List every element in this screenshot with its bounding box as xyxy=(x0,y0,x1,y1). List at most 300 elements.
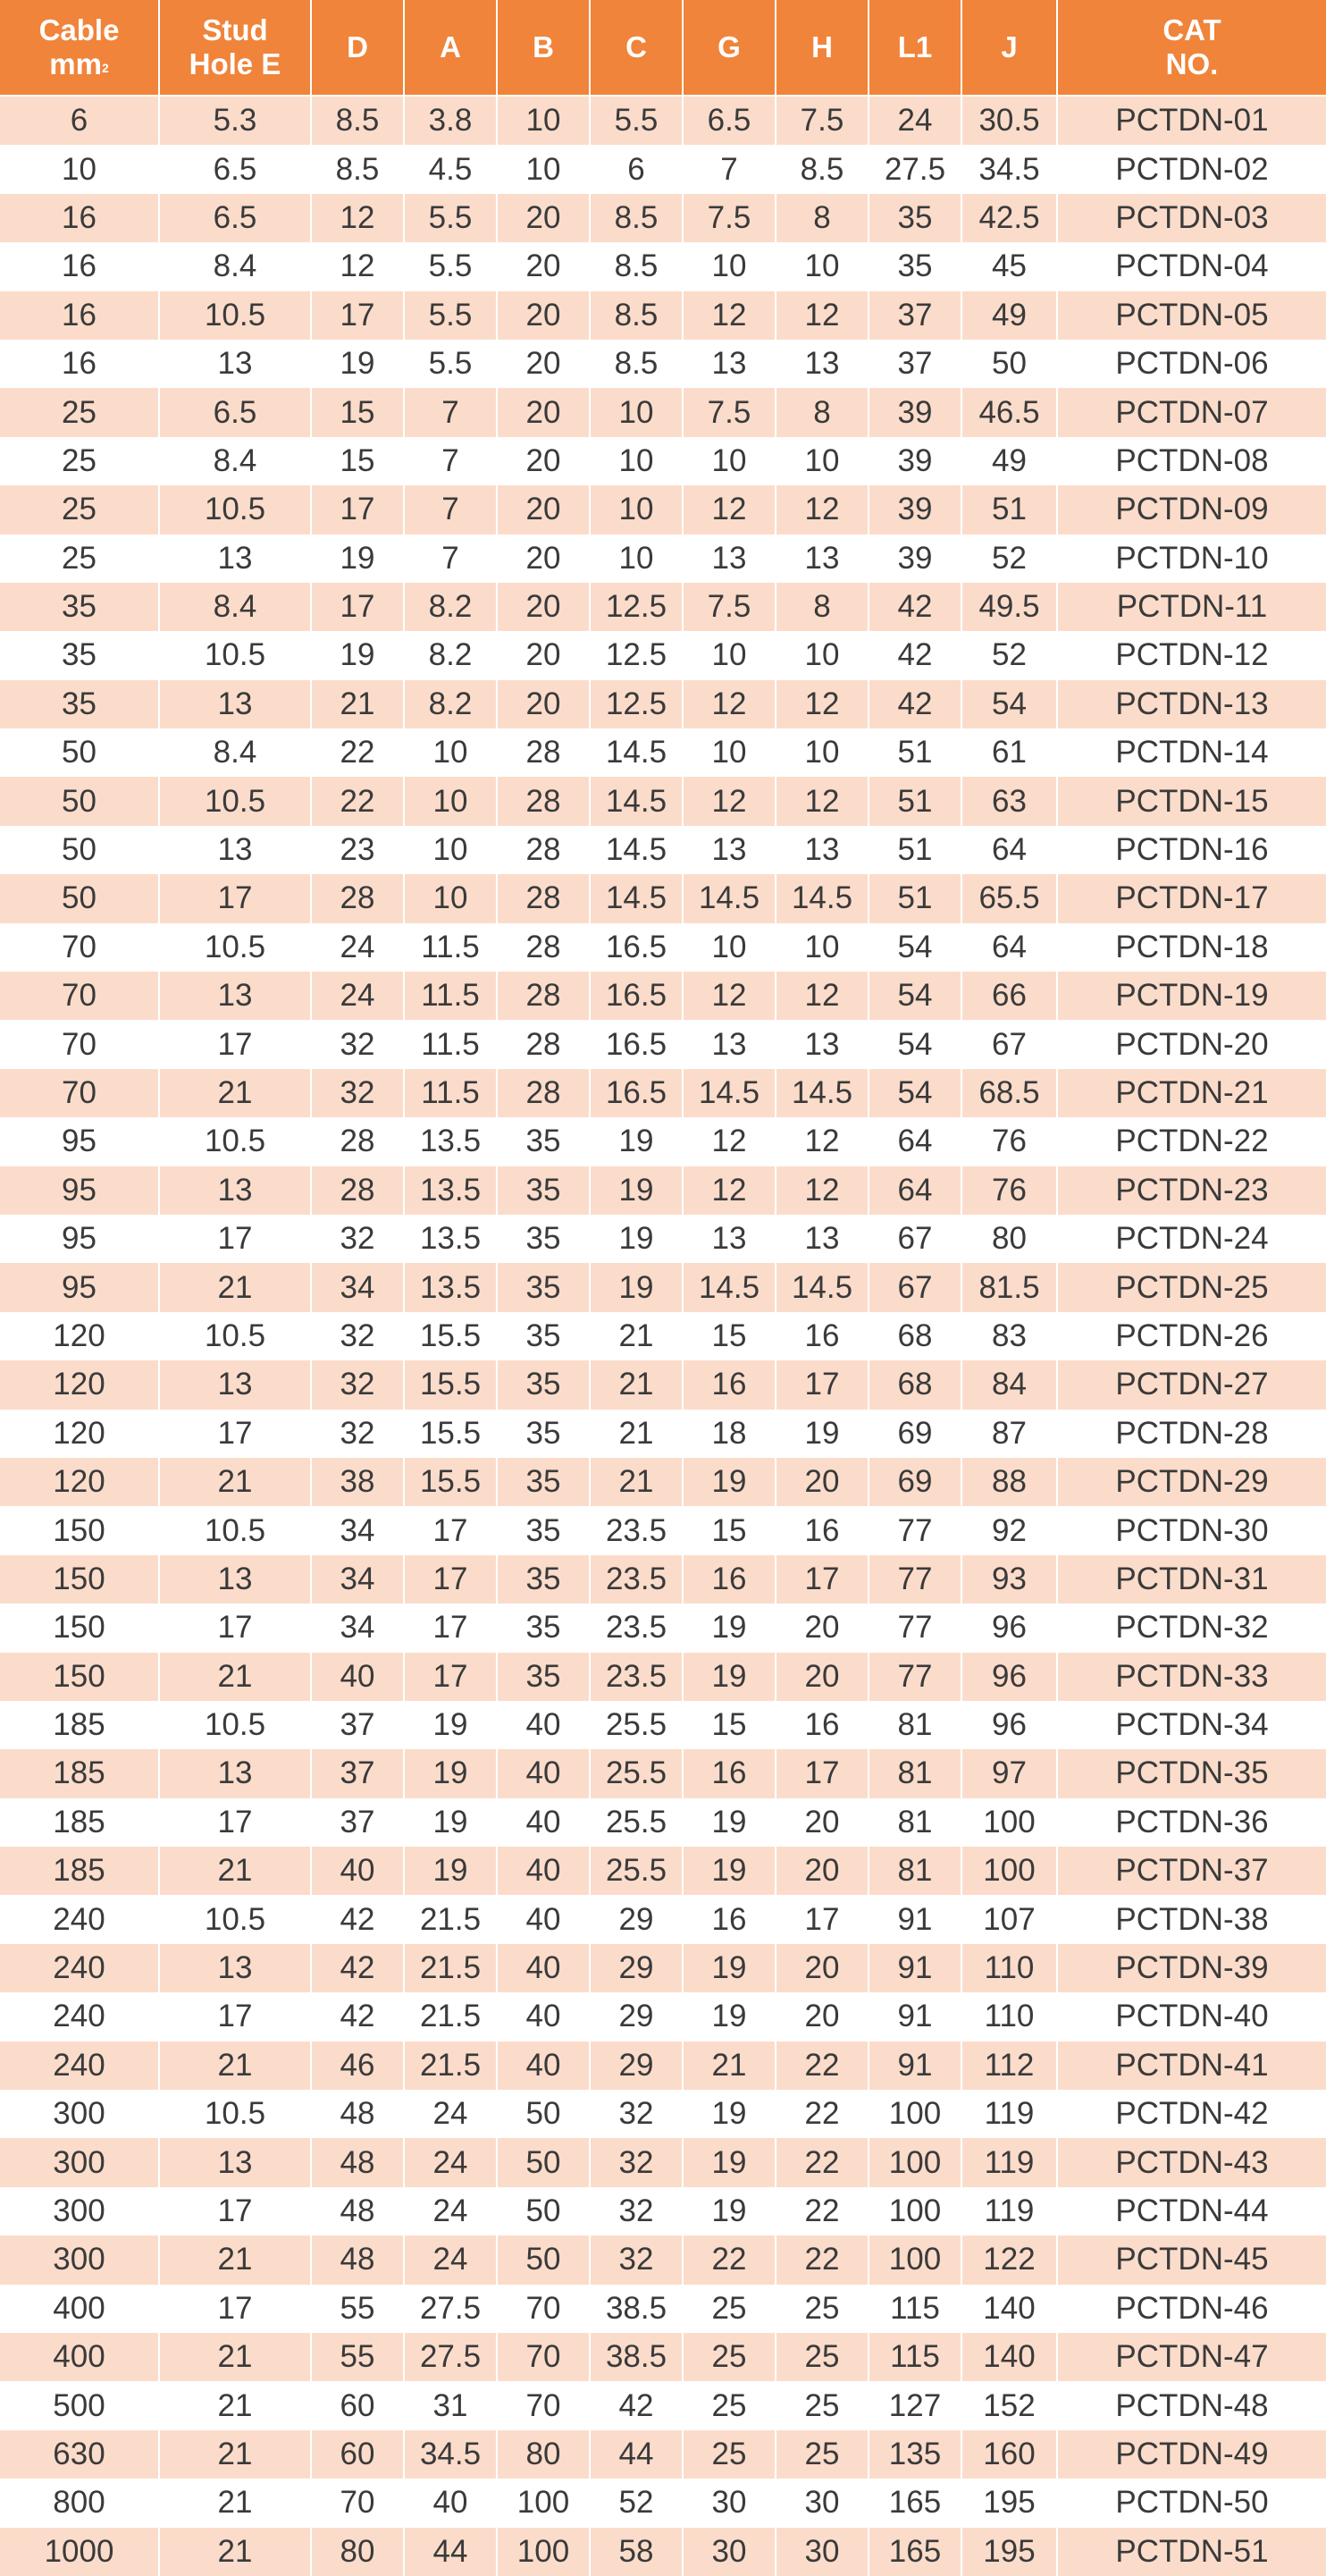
cell-j: 30.5 xyxy=(961,96,1057,145)
cell-g: 25 xyxy=(683,2381,776,2429)
table-body xyxy=(0,96,1326,2576)
cell-g: 13 xyxy=(683,535,776,583)
table-row xyxy=(0,1604,1326,1652)
cell-b: 40 xyxy=(497,1749,590,1797)
cell-d: 80 xyxy=(311,2528,404,2576)
cell-b: 28 xyxy=(497,728,590,777)
cell-l1: 91 xyxy=(869,1992,961,2041)
cell-d: 17 xyxy=(311,583,404,631)
cell-d: 21 xyxy=(311,680,404,728)
cell-d: 15 xyxy=(311,388,404,436)
cell-h: 8.5 xyxy=(776,145,869,193)
cell-g: 19 xyxy=(683,1944,776,1992)
cell-d: 70 xyxy=(311,2479,404,2527)
cell-cable: 95 xyxy=(0,1263,159,1311)
cell-j: 100 xyxy=(961,1847,1057,1895)
cell-cable: 150 xyxy=(0,1506,159,1554)
cell-l1: 77 xyxy=(869,1653,961,1701)
cell-cable: 50 xyxy=(0,777,159,825)
cell-cat-no: PCTDN-42 xyxy=(1057,2090,1326,2138)
table-row xyxy=(0,631,1326,679)
cell-h: 20 xyxy=(776,1944,869,1992)
cell-l1: 77 xyxy=(869,1604,961,1652)
cell-stud-hole: 10.5 xyxy=(159,1312,311,1360)
cell-b: 50 xyxy=(497,2187,590,2235)
cell-l1: 64 xyxy=(869,1166,961,1215)
cell-cat-no: PCTDN-10 xyxy=(1057,535,1326,583)
cell-cable: 120 xyxy=(0,1360,159,1409)
cell-g: 12 xyxy=(683,1117,776,1166)
cell-l1: 165 xyxy=(869,2479,961,2527)
cell-l1: 39 xyxy=(869,388,961,436)
cell-stud-hole: 13 xyxy=(159,1944,311,1992)
cell-stud-hole: 21 xyxy=(159,2041,311,2090)
cell-d: 55 xyxy=(311,2333,404,2381)
cell-c: 6 xyxy=(590,145,683,193)
cell-a: 15.5 xyxy=(404,1360,497,1409)
cell-l1: 115 xyxy=(869,2333,961,2381)
cell-h: 19 xyxy=(776,1410,869,1458)
cell-g: 7.5 xyxy=(683,583,776,631)
cell-h: 22 xyxy=(776,2090,869,2138)
cell-cable: 185 xyxy=(0,1798,159,1847)
cell-c: 19 xyxy=(590,1117,683,1166)
cell-h: 25 xyxy=(776,2430,869,2479)
cell-l1: 115 xyxy=(869,2285,961,2333)
cell-j: 96 xyxy=(961,1701,1057,1749)
col-header-b: B xyxy=(497,0,590,96)
cell-c: 16.5 xyxy=(590,1069,683,1117)
cell-c: 29 xyxy=(590,1895,683,1943)
cell-j: 110 xyxy=(961,1944,1057,1992)
table-row xyxy=(0,1263,1326,1311)
cell-cable: 10 xyxy=(0,145,159,193)
cell-stud-hole: 21 xyxy=(159,2430,311,2479)
cell-a: 3.8 xyxy=(404,96,497,145)
cell-c: 8.5 xyxy=(590,242,683,290)
cell-j: 96 xyxy=(961,1604,1057,1652)
cell-c: 52 xyxy=(590,2479,683,2527)
cell-l1: 68 xyxy=(869,1312,961,1360)
cell-b: 28 xyxy=(497,1069,590,1117)
cell-j: 49 xyxy=(961,437,1057,485)
cell-b: 35 xyxy=(497,1166,590,1215)
table-row xyxy=(0,1944,1326,1992)
cell-c: 10 xyxy=(590,485,683,534)
cell-a: 11.5 xyxy=(404,1020,497,1068)
cell-stud-hole: 10.5 xyxy=(159,1506,311,1554)
cell-c: 58 xyxy=(590,2528,683,2576)
table-row xyxy=(0,1215,1326,1263)
cell-stud-hole: 6.5 xyxy=(159,388,311,436)
cell-cable: 50 xyxy=(0,826,159,874)
cell-j: 68.5 xyxy=(961,1069,1057,1117)
cell-stud-hole: 17 xyxy=(159,1410,311,1458)
cell-cat-no: PCTDN-19 xyxy=(1057,972,1326,1020)
table-row xyxy=(0,1895,1326,1943)
table-row xyxy=(0,1410,1326,1458)
cell-l1: 77 xyxy=(869,1555,961,1604)
cell-a: 15.5 xyxy=(404,1458,497,1506)
table-row xyxy=(0,2479,1326,2527)
cell-b: 20 xyxy=(497,194,590,242)
cell-cat-no: PCTDN-25 xyxy=(1057,1263,1326,1311)
cell-d: 24 xyxy=(311,972,404,1020)
cell-j: 152 xyxy=(961,2381,1057,2429)
cell-b: 20 xyxy=(497,291,590,340)
cell-a: 17 xyxy=(404,1653,497,1701)
cell-b: 40 xyxy=(497,1847,590,1895)
cell-cat-no: PCTDN-22 xyxy=(1057,1117,1326,1166)
header-row xyxy=(0,0,1326,96)
cell-h: 13 xyxy=(776,535,869,583)
cell-cable: 240 xyxy=(0,1895,159,1943)
cell-g: 7 xyxy=(683,145,776,193)
cell-cable: 400 xyxy=(0,2333,159,2381)
cell-cat-no: PCTDN-51 xyxy=(1057,2528,1326,2576)
cell-d: 60 xyxy=(311,2381,404,2429)
cell-a: 10 xyxy=(404,728,497,777)
cell-cable: 300 xyxy=(0,2090,159,2138)
cell-cat-no: PCTDN-27 xyxy=(1057,1360,1326,1409)
cell-cat-no: PCTDN-01 xyxy=(1057,96,1326,145)
cell-b: 40 xyxy=(497,1701,590,1749)
cell-l1: 54 xyxy=(869,923,961,972)
cell-j: 50 xyxy=(961,340,1057,388)
cell-cat-no: PCTDN-45 xyxy=(1057,2235,1326,2284)
cell-stud-hole: 13 xyxy=(159,2138,311,2186)
cell-a: 7 xyxy=(404,388,497,436)
cell-c: 8.5 xyxy=(590,291,683,340)
cell-b: 20 xyxy=(497,242,590,290)
cell-b: 28 xyxy=(497,923,590,972)
cell-g: 25 xyxy=(683,2285,776,2333)
cell-cat-no: PCTDN-28 xyxy=(1057,1410,1326,1458)
cell-h: 25 xyxy=(776,2333,869,2381)
cell-b: 35 xyxy=(497,1410,590,1458)
cell-g: 12 xyxy=(683,485,776,534)
cell-j: 64 xyxy=(961,923,1057,972)
cell-stud-hole: 21 xyxy=(159,2528,311,2576)
cell-l1: 67 xyxy=(869,1263,961,1311)
table-row xyxy=(0,2381,1326,2429)
cell-j: 67 xyxy=(961,1020,1057,1068)
cell-g: 25 xyxy=(683,2333,776,2381)
table-header xyxy=(0,0,1326,96)
cell-b: 50 xyxy=(497,2138,590,2186)
cell-b: 20 xyxy=(497,535,590,583)
cell-cable: 50 xyxy=(0,874,159,922)
cell-h: 14.5 xyxy=(776,1069,869,1117)
cell-a: 11.5 xyxy=(404,972,497,1020)
col-header-cable: Cable $mm^2$ xyxy=(0,0,159,96)
cell-cat-no: PCTDN-24 xyxy=(1057,1215,1326,1263)
cell-stud-hole: 13 xyxy=(159,826,311,874)
cell-a: 24 xyxy=(404,2235,497,2284)
cell-stud-hole: 21 xyxy=(159,2333,311,2381)
cell-h: 12 xyxy=(776,972,869,1020)
cell-j: 80 xyxy=(961,1215,1057,1263)
cell-c: 16.5 xyxy=(590,1020,683,1068)
cell-l1: 91 xyxy=(869,1895,961,1943)
cell-cat-no: PCTDN-41 xyxy=(1057,2041,1326,2090)
cell-g: 12 xyxy=(683,777,776,825)
cell-c: 29 xyxy=(590,1992,683,2041)
table-row xyxy=(0,340,1326,388)
cell-b: 50 xyxy=(497,2090,590,2138)
cell-h: 10 xyxy=(776,242,869,290)
cell-g: 14.5 xyxy=(683,874,776,922)
table-row xyxy=(0,145,1326,193)
cell-b: 35 xyxy=(497,1312,590,1360)
col-header-a: A xyxy=(404,0,497,96)
table-row xyxy=(0,1992,1326,2041)
cell-c: 10 xyxy=(590,437,683,485)
cell-h: 8 xyxy=(776,388,869,436)
cell-d: 46 xyxy=(311,2041,404,2090)
cell-d: 32 xyxy=(311,1215,404,1263)
table-row xyxy=(0,680,1326,728)
cell-cat-no: PCTDN-46 xyxy=(1057,2285,1326,2333)
cell-a: 5.5 xyxy=(404,291,497,340)
cell-stud-hole: 8.4 xyxy=(159,242,311,290)
cell-cat-no: PCTDN-13 xyxy=(1057,680,1326,728)
cell-c: 29 xyxy=(590,1944,683,1992)
cell-g: 15 xyxy=(683,1701,776,1749)
table-row xyxy=(0,1360,1326,1409)
cell-j: 54 xyxy=(961,680,1057,728)
cell-c: 8.5 xyxy=(590,194,683,242)
cell-l1: 64 xyxy=(869,1117,961,1166)
cell-l1: 51 xyxy=(869,826,961,874)
table-row xyxy=(0,2333,1326,2381)
cell-cable: 16 xyxy=(0,340,159,388)
cell-d: 42 xyxy=(311,1944,404,1992)
cell-c: 23.5 xyxy=(590,1555,683,1604)
cell-cat-no: PCTDN-17 xyxy=(1057,874,1326,922)
cell-a: 19 xyxy=(404,1701,497,1749)
cell-stud-hole: 17 xyxy=(159,1798,311,1847)
cell-stud-hole: 13 xyxy=(159,1749,311,1797)
cell-cable: 185 xyxy=(0,1749,159,1797)
cell-b: 70 xyxy=(497,2333,590,2381)
cell-stud-hole: 17 xyxy=(159,2285,311,2333)
cell-a: 19 xyxy=(404,1798,497,1847)
cell-d: 48 xyxy=(311,2138,404,2186)
cell-j: 97 xyxy=(961,1749,1057,1797)
cell-a: 7 xyxy=(404,437,497,485)
cell-c: 12.5 xyxy=(590,583,683,631)
cell-j: 87 xyxy=(961,1410,1057,1458)
cell-j: 34.5 xyxy=(961,145,1057,193)
cell-cat-no: PCTDN-43 xyxy=(1057,2138,1326,2186)
cell-h: 25 xyxy=(776,2381,869,2429)
cell-stud-hole: 13 xyxy=(159,680,311,728)
cell-cat-no: PCTDN-15 xyxy=(1057,777,1326,825)
table-row xyxy=(0,2235,1326,2284)
cell-d: 37 xyxy=(311,1798,404,1847)
cell-j: 42.5 xyxy=(961,194,1057,242)
cell-stud-hole: 21 xyxy=(159,2479,311,2527)
cell-cable: 150 xyxy=(0,1555,159,1604)
cell-l1: 81 xyxy=(869,1701,961,1749)
cell-cable: 150 xyxy=(0,1653,159,1701)
cell-l1: 100 xyxy=(869,2235,961,2284)
table-row xyxy=(0,291,1326,340)
table-row xyxy=(0,242,1326,290)
cell-d: 19 xyxy=(311,535,404,583)
cell-cable: 16 xyxy=(0,291,159,340)
cell-a: 10 xyxy=(404,874,497,922)
cell-g: 16 xyxy=(683,1895,776,1943)
cell-d: 40 xyxy=(311,1653,404,1701)
cell-j: 64 xyxy=(961,826,1057,874)
cell-h: 16 xyxy=(776,1312,869,1360)
cell-g: 14.5 xyxy=(683,1069,776,1117)
cell-l1: 54 xyxy=(869,1069,961,1117)
cell-b: 40 xyxy=(497,1992,590,2041)
cell-g: 13 xyxy=(683,826,776,874)
table-row xyxy=(0,923,1326,972)
cell-g: 15 xyxy=(683,1506,776,1554)
cell-cable: 95 xyxy=(0,1117,159,1166)
cell-c: 25.5 xyxy=(590,1701,683,1749)
cell-b: 10 xyxy=(497,96,590,145)
cell-cable: 120 xyxy=(0,1458,159,1506)
cell-a: 7 xyxy=(404,485,497,534)
cell-cat-no: PCTDN-03 xyxy=(1057,194,1326,242)
cell-d: 42 xyxy=(311,1895,404,1943)
cell-a: 21.5 xyxy=(404,2041,497,2090)
cell-stud-hole: 10.5 xyxy=(159,1701,311,1749)
cell-j: 46.5 xyxy=(961,388,1057,436)
cell-b: 35 xyxy=(497,1604,590,1652)
cell-b: 40 xyxy=(497,1798,590,1847)
cell-c: 16.5 xyxy=(590,972,683,1020)
table-row xyxy=(0,1847,1326,1895)
cell-j: 107 xyxy=(961,1895,1057,1943)
cell-a: 7 xyxy=(404,535,497,583)
cell-cat-no: PCTDN-05 xyxy=(1057,291,1326,340)
cell-l1: 51 xyxy=(869,728,961,777)
cell-g: 19 xyxy=(683,1458,776,1506)
cell-h: 17 xyxy=(776,1360,869,1409)
cell-cable: 50 xyxy=(0,728,159,777)
cell-cable: 70 xyxy=(0,972,159,1020)
table-row xyxy=(0,388,1326,436)
cell-h: 14.5 xyxy=(776,874,869,922)
cell-stud-hole: 10.5 xyxy=(159,2090,311,2138)
cell-cable: 95 xyxy=(0,1166,159,1215)
cell-c: 19 xyxy=(590,1215,683,1263)
cell-j: 63 xyxy=(961,777,1057,825)
table-row xyxy=(0,2138,1326,2186)
cell-h: 17 xyxy=(776,1895,869,1943)
cell-l1: 77 xyxy=(869,1506,961,1554)
cell-d: 32 xyxy=(311,1020,404,1068)
cell-cat-no: PCTDN-08 xyxy=(1057,437,1326,485)
cell-cat-no: PCTDN-04 xyxy=(1057,242,1326,290)
table-row xyxy=(0,485,1326,534)
cell-cat-no: PCTDN-06 xyxy=(1057,340,1326,388)
cell-b: 35 xyxy=(497,1458,590,1506)
cell-cable: 185 xyxy=(0,1701,159,1749)
cell-h: 14.5 xyxy=(776,1263,869,1311)
cell-g: 19 xyxy=(683,1847,776,1895)
cell-d: 34 xyxy=(311,1555,404,1604)
cell-stud-hole: 6.5 xyxy=(159,145,311,193)
cell-cable: 35 xyxy=(0,680,159,728)
cell-stud-hole: 17 xyxy=(159,2187,311,2235)
cell-h: 17 xyxy=(776,1555,869,1604)
cell-g: 19 xyxy=(683,1798,776,1847)
cell-d: 8.5 xyxy=(311,145,404,193)
cell-a: 40 xyxy=(404,2479,497,2527)
cell-cable: 95 xyxy=(0,1215,159,1263)
cell-l1: 37 xyxy=(869,340,961,388)
cell-c: 32 xyxy=(590,2187,683,2235)
cell-c: 32 xyxy=(590,2090,683,2138)
cell-j: 92 xyxy=(961,1506,1057,1554)
table-row xyxy=(0,96,1326,145)
cell-h: 13 xyxy=(776,1020,869,1068)
cell-stud-hole: 13 xyxy=(159,972,311,1020)
cell-l1: 39 xyxy=(869,437,961,485)
cell-h: 13 xyxy=(776,1215,869,1263)
cell-h: 30 xyxy=(776,2479,869,2527)
cell-b: 20 xyxy=(497,437,590,485)
cell-g: 19 xyxy=(683,2138,776,2186)
table-row xyxy=(0,583,1326,631)
cell-b: 28 xyxy=(497,777,590,825)
cell-d: 40 xyxy=(311,1847,404,1895)
table-row xyxy=(0,2090,1326,2138)
table-row xyxy=(0,1798,1326,1847)
cell-cable: 240 xyxy=(0,1944,159,1992)
cell-stud-hole: 17 xyxy=(159,1992,311,2041)
cell-c: 23.5 xyxy=(590,1506,683,1554)
cell-d: 17 xyxy=(311,291,404,340)
cell-stud-hole: 13 xyxy=(159,1360,311,1409)
cell-g: 10 xyxy=(683,631,776,679)
cell-cat-no: PCTDN-09 xyxy=(1057,485,1326,534)
cell-d: 32 xyxy=(311,1360,404,1409)
cell-d: 34 xyxy=(311,1263,404,1311)
cell-d: 17 xyxy=(311,485,404,534)
cell-l1: 91 xyxy=(869,1944,961,1992)
table-row xyxy=(0,1117,1326,1166)
cell-cable: 6 xyxy=(0,96,159,145)
cell-d: 55 xyxy=(311,2285,404,2333)
cell-stud-hole: 10.5 xyxy=(159,485,311,534)
cell-h: 30 xyxy=(776,2528,869,2576)
cell-h: 13 xyxy=(776,340,869,388)
cell-l1: 35 xyxy=(869,194,961,242)
cell-cat-no: PCTDN-33 xyxy=(1057,1653,1326,1701)
cell-j: 81.5 xyxy=(961,1263,1057,1311)
cell-c: 19 xyxy=(590,1263,683,1311)
cell-cat-no: PCTDN-40 xyxy=(1057,1992,1326,2041)
cell-c: 10 xyxy=(590,388,683,436)
cell-j: 76 xyxy=(961,1117,1057,1166)
cell-j: 110 xyxy=(961,1992,1057,2041)
cell-cat-no: PCTDN-39 xyxy=(1057,1944,1326,1992)
cell-stud-hole: 21 xyxy=(159,1263,311,1311)
cell-cable: 70 xyxy=(0,1069,159,1117)
cell-h: 12 xyxy=(776,1117,869,1166)
cell-h: 25 xyxy=(776,2285,869,2333)
cell-j: 49.5 xyxy=(961,583,1057,631)
